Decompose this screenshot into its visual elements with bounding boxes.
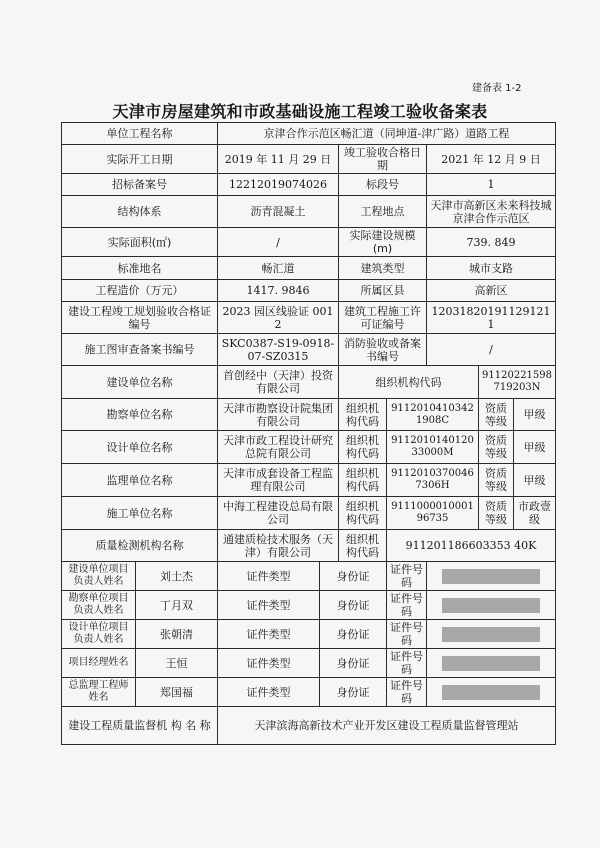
person-role-label: 勘察单位项目负责人姓名	[62, 591, 136, 620]
person-role-label: 建设单位项目负责人姓名	[62, 562, 136, 591]
person-role-label: 设计单位项目负责人姓名	[62, 620, 136, 649]
start-date-value: 2019 年 11 月 29 日	[218, 145, 339, 174]
building-type-label: 建筑类型	[339, 257, 427, 280]
survey-org-code-value: 91120104103421908C	[387, 399, 479, 431]
survey-qual-value: 甲级	[514, 399, 556, 431]
testing-org-code-label: 组织机构代码	[339, 530, 387, 562]
project-name-label: 单位工程名称	[62, 123, 218, 145]
place-name-value: 畅汇道	[218, 257, 339, 280]
design-org-code-value: 911201014012033000M	[387, 431, 479, 464]
cert-no-redacted	[427, 620, 556, 649]
row-supervision	[62, 464, 556, 497]
row-survey	[62, 399, 556, 431]
row-project-name	[62, 123, 556, 145]
row-dates	[62, 145, 556, 174]
district-value: 高新区	[427, 280, 556, 302]
section-number-value: 1	[427, 174, 556, 196]
construction-org-code-label: 组织机构代码	[339, 497, 387, 530]
cert-type-value: 身份证	[320, 678, 387, 707]
row-area	[62, 228, 556, 257]
cert-no-redacted	[427, 649, 556, 678]
construction-unit-label: 施工单位名称	[62, 497, 218, 530]
fire-acceptance-label: 消防验收或备案书编号	[339, 334, 427, 366]
person-name: 王恒	[136, 649, 218, 678]
cert-type-value: 身份证	[320, 562, 387, 591]
location-value: 天津市高新区未来科技城京津合作示范区	[427, 196, 556, 228]
drawing-review-value: SKC0387-S19-0918-07-SZ0315	[218, 334, 339, 366]
row-planning	[62, 302, 556, 334]
row-place-name	[62, 257, 556, 280]
builder-value: 首创经中（天津）投资有限公司	[218, 366, 339, 399]
construction-permit-value: 120318201911291211	[427, 302, 556, 334]
person-row	[62, 620, 556, 649]
bidding-record-value: 12212019074026	[218, 174, 339, 196]
construction-qual-value: 市政壹级	[514, 497, 556, 530]
supervisor-org-label: 建设工程质量监督机 构 名 称	[62, 707, 218, 745]
person-name: 张朝清	[136, 620, 218, 649]
row-construction	[62, 497, 556, 530]
project-name-value: 京津合作示范区畅汇道（同坤道-津广路）道路工程	[218, 123, 556, 145]
person-name: 郑国福	[136, 678, 218, 707]
supervision-org-code-label: 组织机构代码	[339, 464, 387, 497]
cert-no-label: 证件号码	[387, 649, 427, 678]
supervision-qual-value: 甲级	[514, 464, 556, 497]
row-builder	[62, 366, 556, 399]
cert-no-label: 证件号码	[387, 562, 427, 591]
supervision-qual-label: 资质等级	[479, 464, 514, 497]
design-qual-value: 甲级	[514, 431, 556, 464]
person-row	[62, 678, 556, 707]
structure-value: 沥青混凝土	[218, 196, 339, 228]
cert-type-label: 证件类型	[218, 562, 320, 591]
supervision-unit-label: 监理单位名称	[62, 464, 218, 497]
place-name-label: 标准地名	[62, 257, 218, 280]
supervision-unit-value: 天津市成套设备工程监理有限公司	[218, 464, 339, 497]
testing-agency-value: 通建质检技术服务（天津）有限公司	[218, 530, 339, 562]
survey-org-code-label: 组织机构代码	[339, 399, 387, 431]
construction-qual-label: 资质等级	[479, 497, 514, 530]
cert-no-redacted	[427, 591, 556, 620]
construction-permit-label: 建筑工程施工许可证编号	[339, 302, 427, 334]
person-name: 刘士杰	[136, 562, 218, 591]
form-title: 天津市房屋建筑和市政基础设施工程竣工验收备案表	[112, 102, 488, 121]
person-row	[62, 591, 556, 620]
builder-org-code-value: 91120221598719203N	[479, 366, 556, 399]
redaction-block	[442, 627, 540, 642]
row-bidding	[62, 174, 556, 196]
builder-org-code-label: 组织机构代码	[339, 366, 479, 399]
design-unit-label: 设计单位名称	[62, 431, 218, 464]
cert-type-label: 证件类型	[218, 591, 320, 620]
district-label: 所属区县	[339, 280, 427, 302]
area-label: 实际面积(㎡)	[62, 228, 218, 257]
bidding-record-label: 招标备案号	[62, 174, 218, 196]
person-role-label: 项目经理姓名	[62, 649, 136, 678]
cert-no-label: 证件号码	[387, 678, 427, 707]
cert-type-label: 证件类型	[218, 678, 320, 707]
location-label: 工程地点	[339, 196, 427, 228]
row-design	[62, 431, 556, 464]
row-structure	[62, 196, 556, 228]
cert-no-redacted	[427, 562, 556, 591]
cert-no-label: 证件号码	[387, 620, 427, 649]
person-name: 丁月双	[136, 591, 218, 620]
row-cost	[62, 280, 556, 302]
cost-label: 工程造价（万元）	[62, 280, 218, 302]
structure-label: 结构体系	[62, 196, 218, 228]
testing-agency-label: 质量检测机构名称	[62, 530, 218, 562]
scale-label: 实际建设规模(m)	[339, 228, 427, 257]
construction-unit-value: 中海工程建设总局有限公司	[218, 497, 339, 530]
cert-type-label: 证件类型	[218, 620, 320, 649]
scale-value: 739. 849	[427, 228, 556, 257]
person-row	[62, 649, 556, 678]
cert-type-value: 身份证	[320, 620, 387, 649]
survey-qual-label: 资质等级	[479, 399, 514, 431]
fire-acceptance-value: /	[427, 334, 556, 366]
design-qual-label: 资质等级	[479, 431, 514, 464]
construction-org-code-value: 911100001000196735	[387, 497, 479, 530]
person-role-label: 总监理工程师姓名	[62, 678, 136, 707]
cert-no-label: 证件号码	[387, 591, 427, 620]
row-supervisor-org	[62, 707, 556, 745]
completion-date-value: 2021 年 12 月 9 日	[427, 145, 556, 174]
supervisor-org-value: 天津滨海高新技术产业开发区建设工程质量监督管理站	[218, 707, 556, 745]
record-table	[61, 122, 556, 745]
survey-unit-label: 勘察单位名称	[62, 399, 218, 431]
supervision-org-code-value: 91120103700467306H	[387, 464, 479, 497]
testing-org-code-value: 911201186603353 40K	[387, 530, 556, 562]
completion-date-label: 竣工验收合格日期	[339, 145, 427, 174]
builder-label: 建设单位名称	[62, 366, 218, 399]
person-row	[62, 562, 556, 591]
redaction-block	[442, 656, 540, 671]
survey-unit-value: 天津市勘察设计院集团有限公司	[218, 399, 339, 431]
design-unit-value: 天津市政工程设计研究总院有限公司	[218, 431, 339, 464]
row-testing	[62, 530, 556, 562]
design-org-code-label: 组织机构代码	[339, 431, 387, 464]
document-number: 建备表 1-2	[472, 83, 522, 94]
planning-cert-value: 2023 园区线验证 0012	[218, 302, 339, 334]
cert-type-label: 证件类型	[218, 649, 320, 678]
building-type-value: 城市支路	[427, 257, 556, 280]
redaction-block	[442, 598, 540, 613]
planning-cert-label: 建设工程竣工规划验收合格证编号	[62, 302, 218, 334]
redaction-block	[442, 569, 540, 584]
redaction-block	[442, 685, 540, 700]
drawing-review-label: 施工图审查备案书编号	[62, 334, 218, 366]
section-number-label: 标段号	[339, 174, 427, 196]
start-date-label: 实际开工日期	[62, 145, 218, 174]
cert-no-redacted	[427, 678, 556, 707]
cert-type-value: 身份证	[320, 649, 387, 678]
cost-value: 1417. 9846	[218, 280, 339, 302]
area-value: /	[218, 228, 339, 257]
row-drawing	[62, 334, 556, 366]
cert-type-value: 身份证	[320, 591, 387, 620]
